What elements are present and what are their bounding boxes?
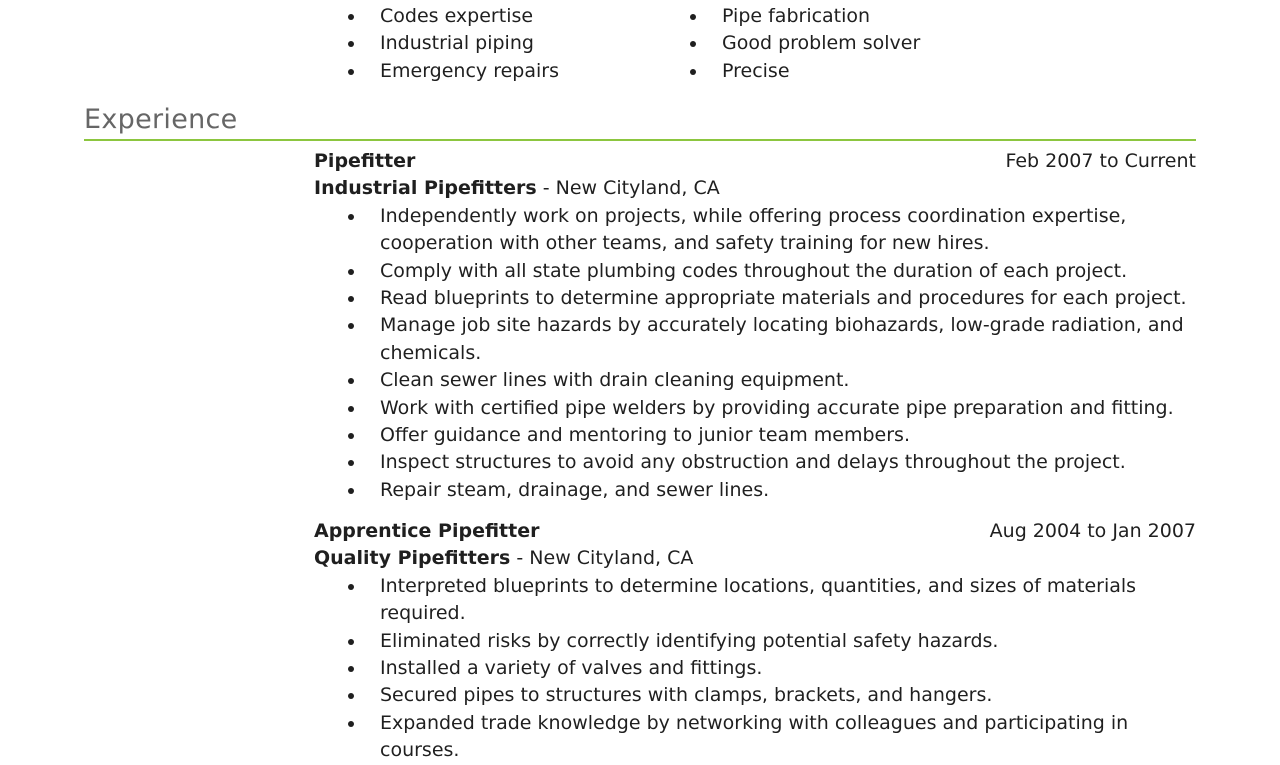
skills-list-left	[340, 3, 682, 85]
job-title: Apprentice Pipefitter	[314, 520, 540, 542]
experience-heading-text: Experience	[84, 104, 238, 135]
job-bullets	[314, 203, 1196, 504]
job-bullet: Independently work on projects, while offering process coordination expertise, cooperation with other teams, and safety training for new hires.	[314, 203, 1212, 258]
skills-section	[340, 3, 1200, 85]
skill-item: Codes expertise	[340, 3, 682, 30]
skill-item: Industrial piping	[340, 30, 682, 57]
job-bullet: Manage job site hazards by accurately locating biohazards, low-grade radiation, and chemicals.	[314, 312, 1212, 367]
job-location: - New Cityland, CA	[536, 177, 720, 200]
job-company-line	[314, 175, 1196, 202]
job-dates: Feb 2007 to Current	[1005, 150, 1196, 172]
job-bullet: Installed a variety of valves and fittings.	[314, 655, 1212, 682]
job-bullet: Expanded trade knowledge by networking with colleagues and participating in courses.	[314, 710, 1212, 765]
job-entry	[314, 148, 1196, 504]
job-location: - New Cityland, CA	[510, 547, 694, 570]
experience-heading	[84, 101, 1196, 141]
job-bullet: Interpreted blueprints to determine locations, quantities, and sizes of materials required.	[314, 573, 1212, 628]
job-bullet: Clean sewer lines with drain cleaning equipment.	[314, 367, 1212, 394]
job-bullet: Secured pipes to structures with clamps, brackets, and hangers.	[314, 682, 1212, 709]
job-bullet: Read blueprints to determine appropriate materials and procedures for each project.	[314, 285, 1212, 312]
job-bullet: Work with certified pipe welders by providing accurate pipe preparation and fitting.	[314, 395, 1212, 422]
job-company: Quality Pipefitters	[314, 547, 511, 570]
job-dates: Aug 2004 to Jan 2007	[989, 520, 1196, 542]
job-title: Pipefitter	[314, 150, 416, 172]
skill-item: Emergency repairs	[340, 58, 682, 85]
skills-list-right	[682, 3, 1182, 85]
job-bullet: Offer guidance and mentoring to junior team members.	[314, 422, 1212, 449]
job-entry	[314, 518, 1196, 765]
job-company-line	[314, 545, 1196, 572]
job-company: Industrial Pipefitters	[314, 177, 537, 200]
job-header	[314, 518, 1196, 545]
job-bullet: Inspect structures to avoid any obstruction and delays throughout the project.	[314, 449, 1212, 476]
skill-item: Good problem solver	[682, 30, 1182, 57]
job-bullet: Repair steam, drainage, and sewer lines.	[314, 477, 1212, 504]
job-header	[314, 148, 1196, 175]
skill-item: Pipe fabrication	[682, 3, 1182, 30]
job-bullet: Eliminated risks by correctly identifying potential safety hazards.	[314, 628, 1212, 655]
job-bullets	[314, 573, 1196, 765]
skill-item: Precise	[682, 58, 1182, 85]
job-bullet: Comply with all state plumbing codes throughout the duration of each project.	[314, 258, 1212, 285]
